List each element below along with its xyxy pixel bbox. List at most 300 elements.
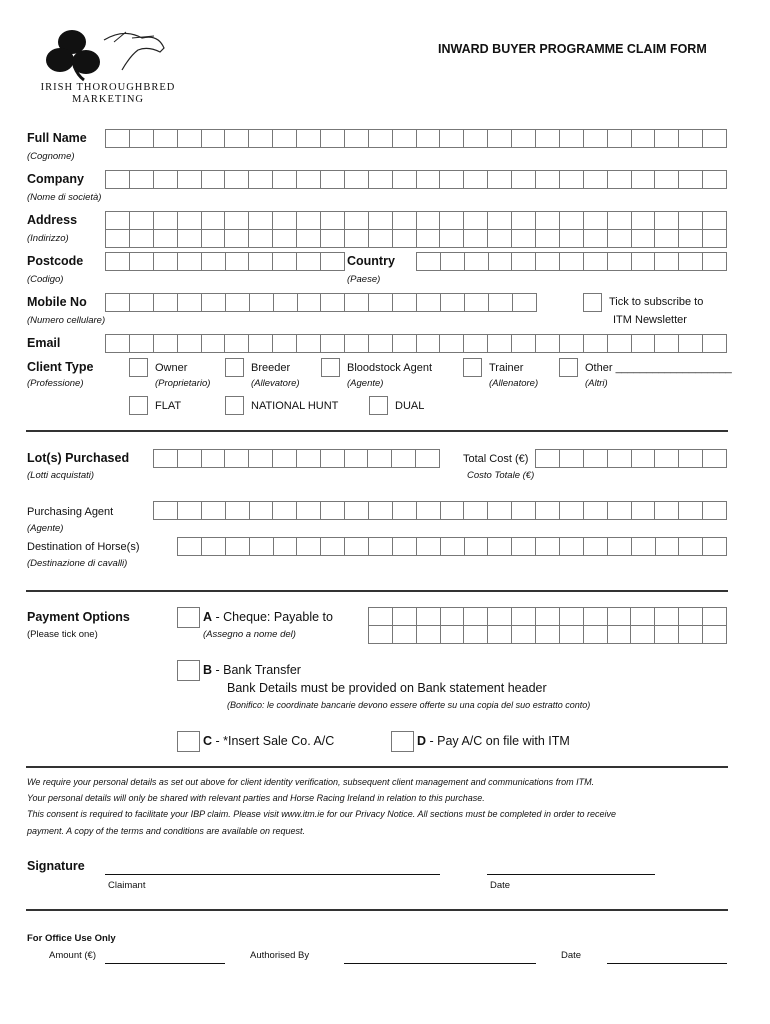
char-cell[interactable] [512,538,536,555]
char-cell[interactable] [488,335,512,352]
char-cell[interactable] [584,230,608,247]
char-cell[interactable] [130,130,154,147]
char-cell[interactable] [440,171,464,188]
char-cell[interactable] [584,450,608,467]
address-input-line-2[interactable] [105,229,727,248]
char-cell[interactable] [202,130,226,147]
char-cell[interactable] [536,230,560,247]
char-cell[interactable] [560,253,584,270]
char-cell[interactable] [488,212,512,229]
char-cell[interactable] [464,130,488,147]
char-cell[interactable] [536,171,560,188]
char-cell[interactable] [345,502,369,519]
char-cell[interactable] [512,626,536,643]
char-cell[interactable] [679,450,703,467]
char-cell[interactable] [632,230,656,247]
char-cell[interactable] [393,538,417,555]
char-cell[interactable] [273,253,297,270]
char-cell[interactable] [154,335,178,352]
char-cell[interactable] [703,502,726,519]
email-input[interactable] [105,334,727,353]
char-cell[interactable] [536,608,560,625]
char-cell[interactable] [632,335,656,352]
char-cell[interactable] [393,335,417,352]
char-cell[interactable] [178,294,202,311]
char-cell[interactable] [202,230,226,247]
char-cell[interactable] [441,253,465,270]
char-cell[interactable] [632,502,656,519]
payment-d-checkbox[interactable] [391,731,414,752]
char-cell[interactable] [369,130,393,147]
char-cell[interactable] [489,294,513,311]
char-cell[interactable] [417,230,441,247]
char-cell[interactable] [393,294,417,311]
char-cell[interactable] [512,230,536,247]
char-cell[interactable] [225,212,249,229]
char-cell[interactable] [488,608,512,625]
char-cell[interactable] [154,294,178,311]
char-cell[interactable] [560,335,584,352]
char-cell[interactable] [250,294,274,311]
char-cell[interactable] [393,608,417,625]
char-cell[interactable] [417,130,441,147]
office-amount-line[interactable] [105,963,225,964]
char-cell[interactable] [417,253,441,270]
signature-line[interactable] [105,874,440,875]
char-cell[interactable] [560,230,584,247]
char-cell[interactable] [273,230,297,247]
country-input[interactable] [416,252,727,271]
address-input-line-1[interactable] [105,211,727,230]
char-cell[interactable] [202,450,226,467]
char-cell[interactable] [274,294,298,311]
char-cell[interactable] [417,608,441,625]
char-cell[interactable] [679,608,703,625]
char-cell[interactable] [273,335,297,352]
char-cell[interactable] [130,230,154,247]
char-cell[interactable] [273,212,297,229]
char-cell[interactable] [154,130,178,147]
char-cell[interactable] [440,335,464,352]
char-cell[interactable] [250,538,274,555]
char-cell[interactable] [536,253,560,270]
char-cell[interactable] [608,130,632,147]
char-cell[interactable] [464,626,488,643]
char-cell[interactable] [655,130,679,147]
char-cell[interactable] [679,171,703,188]
char-cell[interactable] [369,171,393,188]
char-cell[interactable] [154,502,178,519]
char-cell[interactable] [154,230,178,247]
char-cell[interactable] [106,212,130,229]
char-cell[interactable] [655,626,679,643]
char-cell[interactable] [417,626,441,643]
char-cell[interactable] [178,130,202,147]
char-cell[interactable] [321,294,345,311]
char-cell[interactable] [679,212,703,229]
char-cell[interactable] [297,450,321,467]
char-cell[interactable] [488,230,512,247]
char-cell[interactable] [465,294,489,311]
char-cell[interactable] [679,130,703,147]
breeder-checkbox[interactable] [225,358,244,377]
char-cell[interactable] [608,212,632,229]
char-cell[interactable] [369,230,393,247]
char-cell[interactable] [298,294,322,311]
char-cell[interactable] [441,294,465,311]
char-cell[interactable] [655,335,679,352]
char-cell[interactable] [488,130,512,147]
char-cell[interactable] [106,230,130,247]
char-cell[interactable] [584,171,608,188]
char-cell[interactable] [392,450,416,467]
destination-input[interactable] [177,537,727,556]
char-cell[interactable] [321,230,345,247]
char-cell[interactable] [488,171,512,188]
char-cell[interactable] [130,171,154,188]
char-cell[interactable] [369,212,393,229]
char-cell[interactable] [464,212,488,229]
char-cell[interactable] [106,294,130,311]
char-cell[interactable] [178,253,202,270]
char-cell[interactable] [225,230,249,247]
char-cell[interactable] [512,130,536,147]
total-cost-input[interactable] [535,449,727,468]
char-cell[interactable] [226,253,250,270]
char-cell[interactable] [560,212,584,229]
char-cell[interactable] [464,230,488,247]
char-cell[interactable] [632,450,656,467]
char-cell[interactable] [608,450,632,467]
char-cell[interactable] [393,171,417,188]
char-cell[interactable] [679,253,703,270]
char-cell[interactable] [345,335,369,352]
char-cell[interactable] [584,608,608,625]
char-cell[interactable] [202,294,226,311]
char-cell[interactable] [321,450,345,467]
char-cell[interactable] [202,502,226,519]
char-cell[interactable] [703,212,726,229]
char-cell[interactable] [202,335,226,352]
char-cell[interactable] [178,230,202,247]
char-cell[interactable] [106,171,130,188]
char-cell[interactable] [655,171,679,188]
char-cell[interactable] [249,130,273,147]
char-cell[interactable] [393,230,417,247]
cheque-payee-input-line-1[interactable] [368,607,727,626]
char-cell[interactable] [417,538,441,555]
char-cell[interactable] [584,212,608,229]
char-cell[interactable] [345,212,369,229]
char-cell[interactable] [560,626,584,643]
char-cell[interactable] [178,538,202,555]
char-cell[interactable] [703,130,726,147]
char-cell[interactable] [130,212,154,229]
char-cell[interactable] [703,335,726,352]
trainer-checkbox[interactable] [463,358,482,377]
char-cell[interactable] [631,626,655,643]
payment-c-checkbox[interactable] [177,731,200,752]
char-cell[interactable] [130,294,154,311]
char-cell[interactable] [703,253,726,270]
char-cell[interactable] [536,335,560,352]
char-cell[interactable] [345,130,369,147]
char-cell[interactable] [464,171,488,188]
char-cell[interactable] [417,294,441,311]
char-cell[interactable] [273,450,297,467]
char-cell[interactable] [345,294,369,311]
other-checkbox[interactable] [559,358,578,377]
char-cell[interactable] [178,502,202,519]
char-cell[interactable] [512,335,536,352]
char-cell[interactable] [249,335,273,352]
char-cell[interactable] [345,230,369,247]
char-cell[interactable] [297,538,321,555]
char-cell[interactable] [512,212,536,229]
char-cell[interactable] [464,502,488,519]
char-cell[interactable] [512,608,536,625]
char-cell[interactable] [584,130,608,147]
char-cell[interactable] [106,253,130,270]
char-cell[interactable] [441,502,465,519]
lots-input[interactable] [153,449,440,468]
char-cell[interactable] [608,253,632,270]
signature-date-line[interactable] [487,874,655,875]
char-cell[interactable] [226,538,250,555]
char-cell[interactable] [703,626,726,643]
char-cell[interactable] [417,171,441,188]
char-cell[interactable] [297,502,321,519]
char-cell[interactable] [560,171,584,188]
char-cell[interactable] [225,130,249,147]
national-hunt-checkbox[interactable] [225,396,244,415]
char-cell[interactable] [679,538,703,555]
char-cell[interactable] [154,253,178,270]
char-cell[interactable] [560,538,584,555]
char-cell[interactable] [273,130,297,147]
char-cell[interactable] [536,538,560,555]
char-cell[interactable] [154,212,178,229]
char-cell[interactable] [202,212,226,229]
char-cell[interactable] [488,538,512,555]
char-cell[interactable] [464,608,488,625]
char-cell[interactable] [440,130,464,147]
char-cell[interactable] [679,502,703,519]
char-cell[interactable] [225,335,249,352]
char-cell[interactable] [225,450,249,467]
purchasing-agent-input[interactable] [153,501,727,520]
char-cell[interactable] [297,130,321,147]
char-cell[interactable] [321,335,345,352]
char-cell[interactable] [608,538,632,555]
char-cell[interactable] [321,502,345,519]
char-cell[interactable] [464,335,488,352]
char-cell[interactable] [321,171,345,188]
char-cell[interactable] [465,538,489,555]
char-cell[interactable] [703,450,726,467]
char-cell[interactable] [297,230,321,247]
char-cell[interactable] [655,230,679,247]
char-cell[interactable] [369,608,393,625]
char-cell[interactable] [369,538,393,555]
char-cell[interactable] [369,626,393,643]
char-cell[interactable] [440,230,464,247]
full-name-input[interactable] [105,129,727,148]
char-cell[interactable] [512,502,536,519]
char-cell[interactable] [369,294,393,311]
char-cell[interactable] [655,502,679,519]
char-cell[interactable] [536,450,560,467]
char-cell[interactable] [489,253,513,270]
char-cell[interactable] [202,171,226,188]
char-cell[interactable] [536,130,560,147]
char-cell[interactable] [226,294,250,311]
char-cell[interactable] [202,538,226,555]
char-cell[interactable] [106,130,130,147]
char-cell[interactable] [393,626,417,643]
char-cell[interactable] [584,502,608,519]
char-cell[interactable] [297,253,321,270]
char-cell[interactable] [249,450,273,467]
owner-checkbox[interactable] [129,358,148,377]
char-cell[interactable] [297,212,321,229]
char-cell[interactable] [608,608,632,625]
char-cell[interactable] [632,212,656,229]
char-cell[interactable] [632,253,656,270]
cheque-payee-input-line-2[interactable] [368,625,727,644]
char-cell[interactable] [608,626,632,643]
char-cell[interactable] [631,608,655,625]
char-cell[interactable] [416,450,439,467]
char-cell[interactable] [703,230,726,247]
char-cell[interactable] [154,171,178,188]
char-cell[interactable] [488,502,512,519]
char-cell[interactable] [249,212,273,229]
char-cell[interactable] [441,626,465,643]
char-cell[interactable] [465,253,489,270]
char-cell[interactable] [488,626,512,643]
char-cell[interactable] [297,171,321,188]
char-cell[interactable] [225,171,249,188]
char-cell[interactable] [321,253,344,270]
char-cell[interactable] [441,608,465,625]
char-cell[interactable] [584,626,608,643]
bloodstock-agent-checkbox[interactable] [321,358,340,377]
char-cell[interactable] [655,450,679,467]
char-cell[interactable] [536,502,560,519]
char-cell[interactable] [440,212,464,229]
char-cell[interactable] [202,253,226,270]
char-cell[interactable] [632,538,656,555]
char-cell[interactable] [130,253,154,270]
newsletter-checkbox[interactable] [583,293,602,312]
char-cell[interactable] [249,230,273,247]
char-cell[interactable] [584,538,608,555]
char-cell[interactable] [703,171,726,188]
char-cell[interactable] [608,335,632,352]
char-cell[interactable] [321,130,345,147]
char-cell[interactable] [417,502,441,519]
char-cell[interactable] [512,253,536,270]
char-cell[interactable] [178,171,202,188]
char-cell[interactable] [679,230,703,247]
char-cell[interactable] [321,212,345,229]
char-cell[interactable] [703,538,726,555]
char-cell[interactable] [273,171,297,188]
char-cell[interactable] [178,335,202,352]
char-cell[interactable] [608,502,632,519]
payment-b-checkbox[interactable] [177,660,200,681]
char-cell[interactable] [584,335,608,352]
char-cell[interactable] [369,502,393,519]
char-cell[interactable] [393,502,417,519]
char-cell[interactable] [560,450,584,467]
char-cell[interactable] [178,450,202,467]
char-cell[interactable] [249,253,273,270]
char-cell[interactable] [513,294,536,311]
char-cell[interactable] [369,335,393,352]
char-cell[interactable] [154,450,178,467]
char-cell[interactable] [368,450,392,467]
char-cell[interactable] [560,608,584,625]
char-cell[interactable] [536,212,560,229]
char-cell[interactable] [417,335,441,352]
office-date-line[interactable] [607,963,727,964]
char-cell[interactable] [655,212,679,229]
char-cell[interactable] [393,130,417,147]
char-cell[interactable] [608,171,632,188]
char-cell[interactable] [536,626,560,643]
flat-checkbox[interactable] [129,396,148,415]
char-cell[interactable] [226,502,250,519]
char-cell[interactable] [130,335,154,352]
mobile-input[interactable] [105,293,537,312]
char-cell[interactable] [273,502,297,519]
char-cell[interactable] [560,130,584,147]
postcode-input[interactable] [105,252,345,271]
char-cell[interactable] [655,253,679,270]
char-cell[interactable] [178,212,202,229]
char-cell[interactable] [250,502,274,519]
char-cell[interactable] [249,171,273,188]
char-cell[interactable] [345,538,369,555]
char-cell[interactable] [679,626,703,643]
dual-checkbox[interactable] [369,396,388,415]
char-cell[interactable] [679,335,703,352]
char-cell[interactable] [656,538,680,555]
char-cell[interactable] [345,450,369,467]
char-cell[interactable] [274,538,298,555]
char-cell[interactable] [417,212,441,229]
char-cell[interactable] [297,335,321,352]
char-cell[interactable] [345,171,369,188]
office-authorised-line[interactable] [344,963,536,964]
char-cell[interactable] [106,335,130,352]
char-cell[interactable] [512,171,536,188]
char-cell[interactable] [441,538,465,555]
char-cell[interactable] [560,502,584,519]
char-cell[interactable] [608,230,632,247]
char-cell[interactable] [703,608,726,625]
payment-a-checkbox[interactable] [177,607,200,628]
char-cell[interactable] [632,171,656,188]
char-cell[interactable] [632,130,656,147]
company-input[interactable] [105,170,727,189]
char-cell[interactable] [393,212,417,229]
char-cell[interactable] [321,538,345,555]
char-cell[interactable] [584,253,608,270]
char-cell[interactable] [655,608,679,625]
